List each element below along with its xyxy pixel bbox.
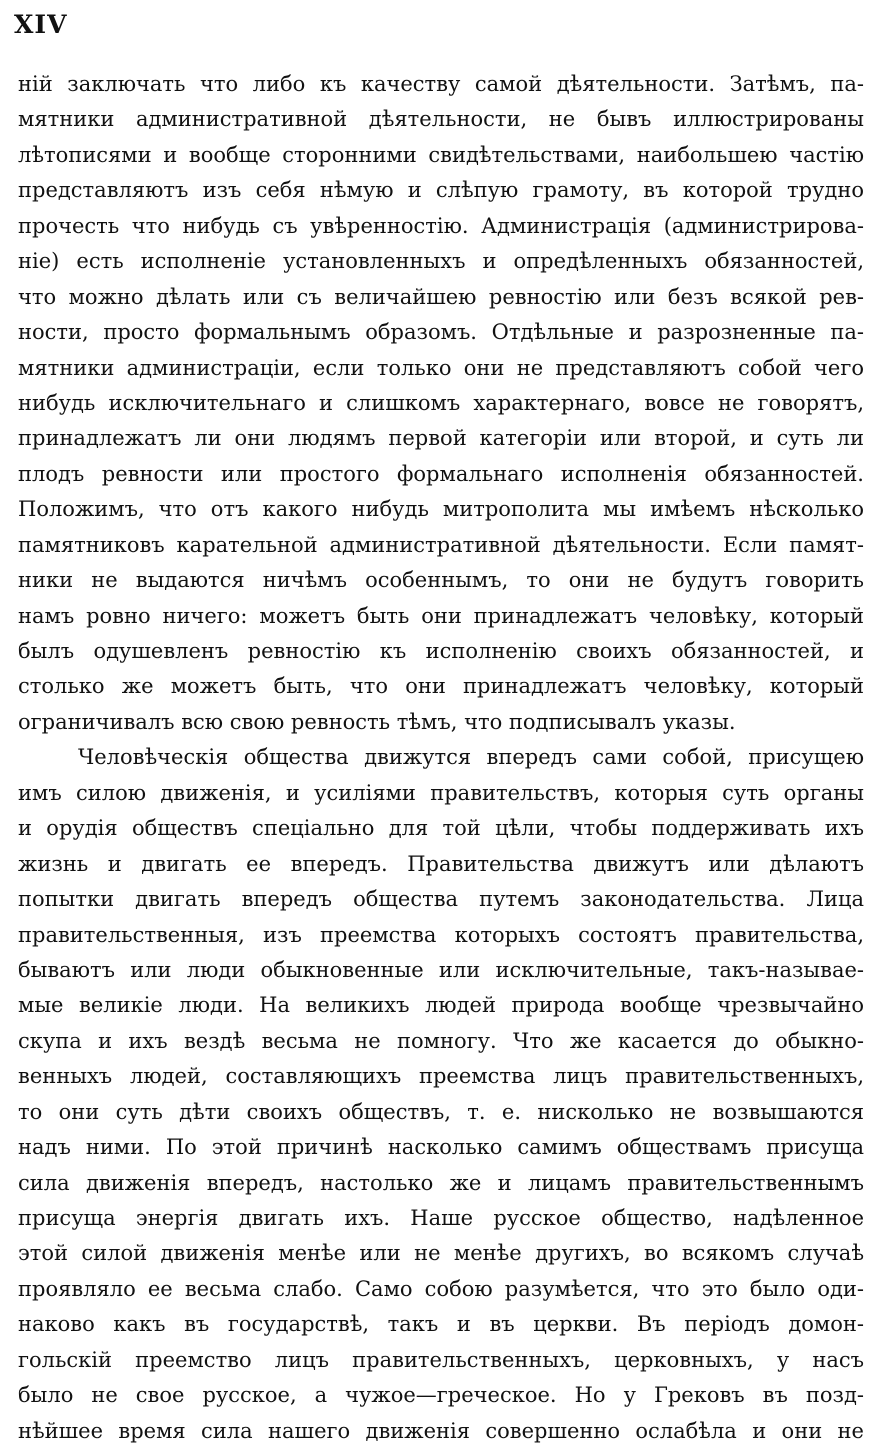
text-line: присуща энергiя двигать ихъ. Наше русское общество, надѣленное bbox=[18, 1206, 864, 1230]
text-line: жизнь и двигать ее впередъ. Правительства движутъ или дѣлаютъ bbox=[18, 851, 864, 876]
text-line: нѣйшее время сила нашего движенiя совершенно ослабѣла и они не bbox=[18, 1418, 864, 1443]
text-line: ограничивалъ всю свою ревность тѣмъ, что подписывалъ указы. bbox=[18, 709, 736, 734]
text-line: мые великiе люди. На великихъ людей природа вообще чрезвычайно bbox=[18, 993, 864, 1018]
text-line: мятники администрацiи, если только они не представляютъ собой чего bbox=[18, 355, 864, 380]
text-line: скупа и ихъ вездѣ весьма не помногу. Что же касается до обыкно- bbox=[18, 1028, 864, 1053]
text-line: ники не выдаются ничѣмъ особеннымъ, то они не будутъ говорить bbox=[18, 568, 864, 593]
text-line: правительственныя, изъ преемства которыхъ состоятъ правительства, bbox=[18, 922, 864, 947]
text-line: этой силой движенiя менѣе или не менѣе другихъ, во всякомъ случаѣ bbox=[18, 1241, 864, 1266]
text-line: венныхъ людей, составляющихъ преемства лицъ правительственныхъ, bbox=[18, 1064, 864, 1089]
text-line: что можно дѣлать или съ величайшею ревностiю или безъ всякой рев- bbox=[18, 284, 864, 309]
text-line: прочесть что нибудь съ увѣренностiю. Администрацiя (администрирова- bbox=[18, 213, 864, 238]
text-line: представляютъ изъ себя нѣмую и слѣпую грамоту, въ которой трудно bbox=[18, 178, 864, 203]
text-line: наково какъ въ государствѣ, такъ и въ церкви. Въ перiодъ домон- bbox=[18, 1312, 864, 1337]
text-line: сила движенiя впередъ, настолько же и лицамъ правительственнымъ bbox=[18, 1170, 864, 1195]
text-line: Положимъ, что отъ какого нибудь митрополита мы имѣемъ нѣсколько bbox=[18, 497, 864, 522]
text-line: намъ ровно ничего: можетъ быть они принадлежатъ человѣку, который bbox=[18, 603, 864, 628]
text-line: бываютъ или люди обыкновенные или исключительные, такъ-называе- bbox=[18, 957, 864, 982]
text-line: ности, просто формальнымъ образомъ. Отдѣльные и разрозненные па- bbox=[18, 320, 864, 345]
text-line: нiе) есть исполненiе установленныхъ и опредѣленныхъ обязанностей, bbox=[18, 249, 864, 274]
text-line: имъ силою движенiя, и усилiями правительствъ, которыя суть органы bbox=[18, 780, 864, 805]
text-line: надъ ними. По этой причинѣ насколько самимъ обществамъ присуща bbox=[18, 1135, 864, 1160]
text-line: попытки двигать впередъ общества путемъ законодательства. Лица bbox=[18, 887, 864, 912]
text-line: лѣтописями и вообще сторонними свидѣтельствами, наибольшею частiю bbox=[18, 142, 864, 167]
text-line: столько же можетъ быть, что они принадлежатъ человѣку, который bbox=[18, 674, 864, 699]
text-line: былъ одушевленъ ревностiю къ исполненiю своихъ обязанностей, и bbox=[18, 639, 864, 663]
text-line: памятниковъ карательной административной дѣятельности. Если памят- bbox=[18, 532, 864, 557]
text-line: нибудь исключительнаго и слишкомъ характернаго, вовсе не говорятъ, bbox=[18, 390, 864, 415]
text-line: гольскiй преемство лицъ правительственныхъ, церковныхъ, у насъ bbox=[18, 1347, 864, 1372]
text-line: было не свое русское, а чужое—греческое. Но у Грековъ въ позд- bbox=[18, 1383, 864, 1408]
text-line: мятники административной дѣятельности, не бывъ иллюстрированы bbox=[18, 107, 864, 132]
text-line: то они суть дѣти своихъ обществъ, т. е. нисколько не возвышаются bbox=[18, 1099, 864, 1124]
text-line: нiй заключать что либо къ качеству самой дѣятельности. Затѣмъ, па- bbox=[18, 72, 864, 96]
page-number: XIV bbox=[14, 10, 68, 39]
text-line: принадлежатъ ли они людямъ первой категорiи или второй, и суть ли bbox=[18, 426, 864, 451]
text-line: Человѣческiя общества движутся впередъ сами собой, присущею bbox=[78, 745, 864, 770]
text-line: проявляло ее весьма слабо. Само собою разумѣется, что это было оди- bbox=[18, 1276, 864, 1301]
text-line: плодъ ревности или простого формальнаго исполненiя обязанностей. bbox=[18, 461, 864, 486]
text-line: и орудiя обществъ спецiально для той цѣли, чтобы поддерживать ихъ bbox=[18, 816, 864, 841]
body-text bbox=[18, 67, 864, 1449]
